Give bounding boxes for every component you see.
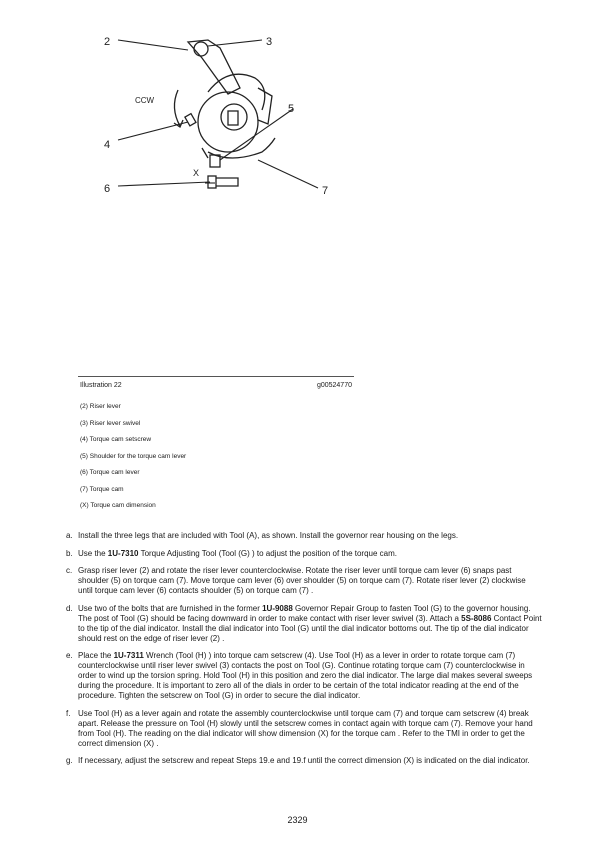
step-text: Install the three legs that are included with Tool (A), as shown. Install the governor rear housing on the legs. [78, 531, 459, 540]
legend-item: (7) Torque cam [80, 485, 124, 493]
step-item [66, 709, 542, 749]
step-text: Use two of the bolts that are furnished in the former [78, 603, 263, 613]
step-text: Governor Repair Group to fasten Tool (G) to the governor housing. The post of Tool (G) should be facing downward in order to make contact with riser lever swivel (3). Attach a [78, 603, 531, 623]
part-number: 5S-8086 [461, 613, 492, 623]
step-marker: g. [66, 756, 73, 765]
step-marker: a. [66, 531, 73, 540]
part-number: 1U-9088 [262, 603, 293, 613]
legend-item: (4) Torque cam setscrew [80, 436, 152, 443]
legend-item: (X) Torque cam dimension [80, 502, 156, 509]
step-marker: f. [66, 708, 71, 718]
callout-x: X [193, 168, 200, 178]
legend-item: (2) Riser lever [80, 403, 121, 410]
legend-item: (5) Shoulder for the torque cam lever [80, 452, 187, 460]
callout-5: 5 [288, 103, 295, 115]
callout-ccw: CCW [135, 96, 155, 105]
procedure-steps [66, 531, 542, 774]
step-marker: e. [66, 651, 73, 660]
step-item [66, 549, 542, 559]
callout-2: 2 [104, 36, 111, 48]
step-text: Use the [78, 548, 108, 558]
step-marker: d. [66, 603, 73, 613]
step-text: Contact Point to the tip of the dial indicator. Install the dial indicator into Tool (G) until the dial indicator bottoms out. The tip of the dial indicator should rest on the edge of riser lever (2) . [78, 613, 542, 643]
step-text: Wrench (Tool (H) ) into torque cam setscrew (4). Use Tool (H) as a lever in order to rotate torque cam (7) counterclockwise until riser lever swivel (3) contacts the post on Tool (G). Continue rotating torque cam (7) counterclockwise in order to wind up the torsion spring. Hold Tool (H) in this position and zero the dial indicator. The large dial makes several sweeps during the procedure. It is important to zero all of the dials in order to be certain of the total indicator reading at the end of the procedure. Tighten the setscrew on Tool (G) in order to secure the dial indicator. [78, 651, 533, 700]
step-text: Grasp riser lever (2) and rotate the riser lever counterclockwise. Rotate the riser lever until torque cam lever (6) snaps past shoulder (5) on torque cam (7). Move torque cam lever (6) over shoulder (5) on torque cam (7). Rotate riser lever (2) clockwise until torque cam lever (6) contacts shoulder (5) on torque cam (7) . [78, 566, 526, 595]
step-text: Place the [78, 651, 114, 660]
callout-3: 3 [266, 36, 273, 48]
part-number: 1U-7311 [113, 651, 144, 660]
illustration-22-figure [90, 28, 350, 208]
caption-divider [78, 376, 354, 377]
step-text: Use Tool (H) as a lever again and rotate the assembly counterclockwise until torque cam (7) and torque cam setscrew (4) break apart. Release the pressure on Tool (H) slowly until the setscrew comes in contact again with torque cam (7). Remove your hand from Tool (H). The reading on the dial indicator will show dimension (X) for the torque cam . Refer to the TMI in order to get the correct dimension (X) . [78, 708, 533, 748]
torque-cam-diagram [90, 28, 350, 208]
step-text: Torque Adjusting Tool (Tool (G) ) to adjust the position of the torque cam. [138, 548, 397, 558]
callout-4: 4 [104, 139, 111, 151]
step-marker: b. [66, 548, 73, 558]
callout-legend [80, 403, 186, 519]
step-item [66, 756, 542, 766]
callout-6: 6 [104, 183, 111, 195]
step-item [66, 566, 542, 596]
page-number: 2329 [287, 815, 308, 825]
riser-lever-swivel-shape [194, 42, 208, 56]
part-number: 1U-7310 [107, 548, 139, 558]
caption-id: g00524770 [316, 382, 352, 389]
figure-caption [80, 382, 352, 389]
callout-7: 7 [322, 185, 329, 197]
step-item [66, 651, 542, 701]
step-item [66, 604, 542, 644]
step-item [66, 531, 542, 541]
legend-item: (3) Riser lever swivel [80, 419, 141, 427]
caption-label: Illustration 22 [80, 382, 122, 389]
legend-item: (6) Torque cam lever [80, 469, 140, 476]
step-text: If necessary, adjust the setscrew and repeat Steps 19.e and 19.f until the correct dimension (X) is indicated on the dial indicator. [78, 756, 530, 765]
step-marker: c. [66, 566, 73, 575]
